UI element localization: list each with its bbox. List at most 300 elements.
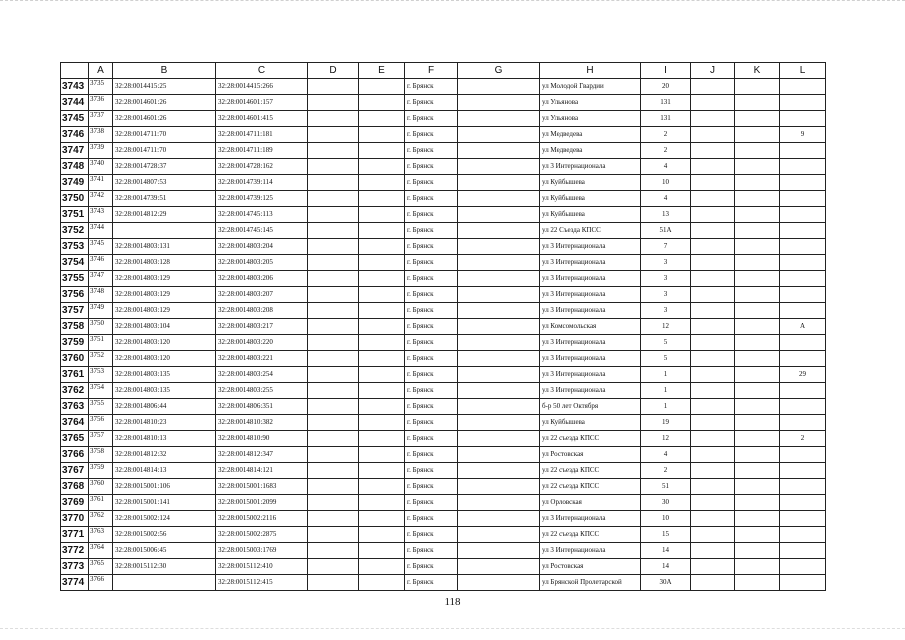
street-cell: ул 3 Интернационала (540, 511, 641, 527)
cadastral-number-c-cell: 32:28:0014803:221 (216, 351, 308, 367)
column-k-cell (735, 431, 780, 447)
table-row (61, 303, 826, 319)
column-e-cell (359, 431, 405, 447)
table-row (61, 335, 826, 351)
column-l-cell: 9 (780, 127, 826, 143)
column-g-cell (458, 351, 540, 367)
record-number-cell: 3750 (89, 319, 113, 335)
column-g-cell (458, 399, 540, 415)
column-g-cell (458, 255, 540, 271)
cadastral-number-c-cell: 32:28:0014803:205 (216, 255, 308, 271)
column-l-cell (780, 415, 826, 431)
column-e-cell (359, 303, 405, 319)
row-number: 3764 (61, 415, 89, 431)
column-l-cell (780, 399, 826, 415)
house-number-cell: 15 (641, 527, 691, 543)
row-number: 3770 (61, 511, 89, 527)
column-k-cell (735, 399, 780, 415)
city-cell: г. Брянск (405, 447, 458, 463)
row-number: 3752 (61, 223, 89, 239)
column-e-cell (359, 143, 405, 159)
column-k-cell (735, 207, 780, 223)
column-e-cell (359, 527, 405, 543)
column-g-cell (458, 447, 540, 463)
column-k-cell (735, 127, 780, 143)
row-number: 3746 (61, 127, 89, 143)
column-g-cell (458, 127, 540, 143)
row-number: 3744 (61, 95, 89, 111)
cadastral-number-b-cell: 32:28:0014803:129 (113, 287, 216, 303)
column-g-cell (458, 239, 540, 255)
house-number-cell: 131 (641, 111, 691, 127)
column-j-cell (691, 255, 735, 271)
column-g-cell (458, 143, 540, 159)
column-header-c: C (216, 63, 308, 79)
column-k-cell (735, 255, 780, 271)
table-row (61, 319, 826, 335)
table-row (61, 127, 826, 143)
column-d-cell (308, 159, 359, 175)
street-cell: ул Куйбышева (540, 191, 641, 207)
column-d-cell (308, 207, 359, 223)
record-number-cell: 3745 (89, 239, 113, 255)
table-row (61, 495, 826, 511)
column-k-cell (735, 319, 780, 335)
column-g-cell (458, 159, 540, 175)
row-number: 3747 (61, 143, 89, 159)
column-l-cell (780, 191, 826, 207)
street-cell: б-р 50 лет Октября (540, 399, 641, 415)
cadastral-number-c-cell: 32:28:0014745:145 (216, 223, 308, 239)
column-g-cell (458, 543, 540, 559)
column-j-cell (691, 527, 735, 543)
city-cell: г. Брянск (405, 303, 458, 319)
column-g-cell (458, 191, 540, 207)
column-k-cell (735, 479, 780, 495)
cadastral-number-c-cell: 32:28:0015001:1683 (216, 479, 308, 495)
record-number-cell: 3761 (89, 495, 113, 511)
column-d-cell (308, 463, 359, 479)
column-e-cell (359, 367, 405, 383)
record-number-cell: 3737 (89, 111, 113, 127)
city-cell: г. Брянск (405, 415, 458, 431)
cadastral-number-b-cell: 32:28:0014803:120 (113, 335, 216, 351)
column-l-cell (780, 335, 826, 351)
column-j-cell (691, 559, 735, 575)
house-number-cell: 1 (641, 383, 691, 399)
city-cell: г. Брянск (405, 319, 458, 335)
column-header-k: K (735, 63, 780, 79)
cadastral-number-c-cell: 32:28:0014803:206 (216, 271, 308, 287)
street-cell: ул 3 Интернационала (540, 255, 641, 271)
house-number-cell: 5 (641, 335, 691, 351)
column-k-cell (735, 271, 780, 287)
city-cell: г. Брянск (405, 479, 458, 495)
cadastral-number-b-cell (113, 575, 216, 591)
city-cell: г. Брянск (405, 367, 458, 383)
cadastral-number-c-cell: 32:28:0015112:410 (216, 559, 308, 575)
row-number: 3757 (61, 303, 89, 319)
column-l-cell: А (780, 319, 826, 335)
column-e-cell (359, 495, 405, 511)
street-cell: ул 22 Съезда КПСС (540, 223, 641, 239)
column-k-cell (735, 239, 780, 255)
cadastral-number-b-cell: 32:28:0015001:141 (113, 495, 216, 511)
cadastral-number-c-cell: 32:28:0014739:125 (216, 191, 308, 207)
column-k-cell (735, 383, 780, 399)
cadastral-number-b-cell: 32:28:0015112:30 (113, 559, 216, 575)
table-row (61, 271, 826, 287)
column-e-cell (359, 255, 405, 271)
column-d-cell (308, 271, 359, 287)
column-e-cell (359, 95, 405, 111)
record-number-cell: 3759 (89, 463, 113, 479)
column-d-cell (308, 287, 359, 303)
house-number-cell: 12 (641, 431, 691, 447)
record-number-cell: 3748 (89, 287, 113, 303)
row-number: 3749 (61, 175, 89, 191)
cadastral-number-c-cell: 32:28:0014803:217 (216, 319, 308, 335)
cadastral-number-c-cell: 32:28:0014728:162 (216, 159, 308, 175)
column-l-cell (780, 287, 826, 303)
column-e-cell (359, 223, 405, 239)
row-number: 3767 (61, 463, 89, 479)
column-header-row (61, 63, 826, 79)
cadastral-number-b-cell: 32:28:0014803:135 (113, 367, 216, 383)
column-g-cell (458, 415, 540, 431)
row-number: 3759 (61, 335, 89, 351)
column-e-cell (359, 127, 405, 143)
column-j-cell (691, 79, 735, 95)
record-number-cell: 3739 (89, 143, 113, 159)
street-cell: ул 3 Интернационала (540, 383, 641, 399)
street-cell: ул 3 Интернационала (540, 159, 641, 175)
scan-artifact-top (0, 0, 905, 11)
cadastral-number-b-cell: 32:28:0014803:104 (113, 319, 216, 335)
city-cell: г. Брянск (405, 271, 458, 287)
column-e-cell (359, 159, 405, 175)
column-d-cell (308, 319, 359, 335)
column-k-cell (735, 191, 780, 207)
cadastral-number-c-cell: 32:28:0014812:347 (216, 447, 308, 463)
column-j-cell (691, 239, 735, 255)
column-l-cell (780, 559, 826, 575)
cadastral-number-b-cell: 32:28:0015002:124 (113, 511, 216, 527)
column-j-cell (691, 335, 735, 351)
column-d-cell (308, 367, 359, 383)
record-number-cell: 3738 (89, 127, 113, 143)
row-number: 3758 (61, 319, 89, 335)
row-number: 3750 (61, 191, 89, 207)
cadastral-number-c-cell: 32:28:0015003:1769 (216, 543, 308, 559)
column-l-cell (780, 159, 826, 175)
column-g-cell (458, 431, 540, 447)
house-number-cell: 2 (641, 463, 691, 479)
column-header-d: D (308, 63, 359, 79)
city-cell: г. Брянск (405, 79, 458, 95)
column-j-cell (691, 271, 735, 287)
street-cell: ул Куйбышева (540, 207, 641, 223)
row-number: 3754 (61, 255, 89, 271)
column-j-cell (691, 415, 735, 431)
column-d-cell (308, 111, 359, 127)
cadastral-number-b-cell: 32:28:0014711:70 (113, 143, 216, 159)
column-header-e: E (359, 63, 405, 79)
street-cell: ул 3 Интернационала (540, 335, 641, 351)
column-l-cell (780, 207, 826, 223)
cadastral-number-c-cell: 32:28:0015001:2099 (216, 495, 308, 511)
column-j-cell (691, 303, 735, 319)
record-number-cell: 3757 (89, 431, 113, 447)
column-d-cell (308, 79, 359, 95)
city-cell: г. Брянск (405, 143, 458, 159)
table-row (61, 575, 826, 591)
cadastral-number-b-cell: 32:28:0014812:32 (113, 447, 216, 463)
column-l-cell (780, 463, 826, 479)
table-row (61, 463, 826, 479)
record-number-cell: 3742 (89, 191, 113, 207)
column-k-cell (735, 143, 780, 159)
row-number: 3756 (61, 287, 89, 303)
table-row (61, 191, 826, 207)
column-d-cell (308, 239, 359, 255)
street-cell: ул Молодой Гвардии (540, 79, 641, 95)
cadastral-number-b-cell: 32:28:0015006:45 (113, 543, 216, 559)
street-cell: ул Орловская (540, 495, 641, 511)
cadastral-number-c-cell: 32:28:0014814:121 (216, 463, 308, 479)
column-e-cell (359, 399, 405, 415)
column-g-cell (458, 287, 540, 303)
column-k-cell (735, 527, 780, 543)
street-cell: ул 22 съезда КПСС (540, 479, 641, 495)
column-e-cell (359, 559, 405, 575)
page-number: 118 (444, 596, 461, 608)
house-number-cell: 3 (641, 287, 691, 303)
record-number-cell: 3749 (89, 303, 113, 319)
column-k-cell (735, 575, 780, 591)
column-g-cell (458, 111, 540, 127)
cadastral-number-b-cell (113, 223, 216, 239)
column-j-cell (691, 159, 735, 175)
city-cell: г. Брянск (405, 527, 458, 543)
street-cell: ул Куйбышева (540, 175, 641, 191)
city-cell: г. Брянск (405, 175, 458, 191)
row-number: 3753 (61, 239, 89, 255)
column-k-cell (735, 335, 780, 351)
column-k-cell (735, 159, 780, 175)
column-header-f: F (405, 63, 458, 79)
house-number-cell: 30А (641, 575, 691, 591)
row-number: 3751 (61, 207, 89, 223)
column-k-cell (735, 543, 780, 559)
street-cell: ул Медведева (540, 127, 641, 143)
column-k-cell (735, 287, 780, 303)
column-l-cell (780, 447, 826, 463)
column-header-b: B (113, 63, 216, 79)
table-row (61, 479, 826, 495)
cadastral-number-b-cell: 32:28:0014810:23 (113, 415, 216, 431)
row-number: 3761 (61, 367, 89, 383)
column-j-cell (691, 143, 735, 159)
column-d-cell (308, 351, 359, 367)
city-cell: г. Брянск (405, 399, 458, 415)
record-number-cell: 3741 (89, 175, 113, 191)
column-k-cell (735, 447, 780, 463)
row-number: 3769 (61, 495, 89, 511)
cadastral-number-c-cell: 32:28:0014803:208 (216, 303, 308, 319)
column-l-cell (780, 511, 826, 527)
house-number-cell: 10 (641, 511, 691, 527)
column-d-cell (308, 95, 359, 111)
city-cell: г. Брянск (405, 127, 458, 143)
city-cell: г. Брянск (405, 575, 458, 591)
table-row (61, 527, 826, 543)
record-number-cell: 3744 (89, 223, 113, 239)
column-l-cell (780, 255, 826, 271)
column-e-cell (359, 287, 405, 303)
column-g-cell (458, 175, 540, 191)
corner-cell (61, 63, 89, 79)
column-e-cell (359, 191, 405, 207)
column-g-cell (458, 511, 540, 527)
column-d-cell (308, 143, 359, 159)
column-d-cell (308, 511, 359, 527)
column-d-cell (308, 447, 359, 463)
column-g-cell (458, 575, 540, 591)
city-cell: г. Брянск (405, 111, 458, 127)
cadastral-number-c-cell: 32:28:0014803:255 (216, 383, 308, 399)
street-cell: ул Комсомольская (540, 319, 641, 335)
column-e-cell (359, 351, 405, 367)
column-d-cell (308, 255, 359, 271)
cadastral-number-b-cell: 32:28:0014803:128 (113, 255, 216, 271)
row-number: 3772 (61, 543, 89, 559)
house-number-cell: 51 (641, 479, 691, 495)
column-e-cell (359, 207, 405, 223)
cadastral-number-c-cell: 32:28:0015112:415 (216, 575, 308, 591)
row-number: 3755 (61, 271, 89, 287)
column-k-cell (735, 303, 780, 319)
cadastral-number-b-cell: 32:28:0014814:13 (113, 463, 216, 479)
table-row (61, 351, 826, 367)
house-number-cell: 4 (641, 447, 691, 463)
column-d-cell (308, 559, 359, 575)
city-cell: г. Брянск (405, 495, 458, 511)
table-row (61, 367, 826, 383)
city-cell: г. Брянск (405, 223, 458, 239)
house-number-cell: 19 (641, 415, 691, 431)
column-l-cell (780, 239, 826, 255)
column-j-cell (691, 207, 735, 223)
column-j-cell (691, 287, 735, 303)
row-number: 3774 (61, 575, 89, 591)
record-number-cell: 3755 (89, 399, 113, 415)
table-row (61, 287, 826, 303)
row-number: 3771 (61, 527, 89, 543)
column-d-cell (308, 575, 359, 591)
house-number-cell: 131 (641, 95, 691, 111)
house-number-cell: 4 (641, 191, 691, 207)
column-e-cell (359, 111, 405, 127)
house-number-cell: 3 (641, 303, 691, 319)
column-g-cell (458, 271, 540, 287)
spreadsheet-table (60, 62, 826, 591)
house-number-cell: 14 (641, 559, 691, 575)
column-e-cell (359, 543, 405, 559)
column-j-cell (691, 191, 735, 207)
column-g-cell (458, 95, 540, 111)
city-cell: г. Брянск (405, 239, 458, 255)
column-k-cell (735, 351, 780, 367)
street-cell: ул 22 съезда КПСС (540, 527, 641, 543)
column-l-cell (780, 223, 826, 239)
cadastral-number-c-cell: 32:28:0015002:2875 (216, 527, 308, 543)
street-cell: ул 3 Интернационала (540, 367, 641, 383)
city-cell: г. Брянск (405, 255, 458, 271)
cadastral-number-b-cell: 32:28:0014803:135 (113, 383, 216, 399)
record-number-cell: 3735 (89, 79, 113, 95)
column-l-cell: 2 (780, 431, 826, 447)
cadastral-number-c-cell: 32:28:0014415:266 (216, 79, 308, 95)
column-e-cell (359, 463, 405, 479)
cadastral-number-b-cell: 32:28:0014415:25 (113, 79, 216, 95)
table-row (61, 511, 826, 527)
column-e-cell (359, 479, 405, 495)
cadastral-number-b-cell: 32:28:0014803:129 (113, 303, 216, 319)
column-header-i: I (641, 63, 691, 79)
city-cell: г. Брянск (405, 543, 458, 559)
record-number-cell: 3746 (89, 255, 113, 271)
cadastral-number-b-cell: 32:28:0014728:37 (113, 159, 216, 175)
column-g-cell (458, 463, 540, 479)
column-k-cell (735, 111, 780, 127)
column-header-g: G (458, 63, 540, 79)
cadastral-number-c-cell: 32:28:0014711:189 (216, 143, 308, 159)
row-number: 3743 (61, 79, 89, 95)
column-d-cell (308, 191, 359, 207)
cadastral-number-b-cell: 32:28:0014812:29 (113, 207, 216, 223)
table-row (61, 399, 826, 415)
column-g-cell (458, 303, 540, 319)
record-number-cell: 3752 (89, 351, 113, 367)
cadastral-number-c-cell: 32:28:0014739:114 (216, 175, 308, 191)
column-e-cell (359, 319, 405, 335)
street-cell: ул 22 съезда КПСС (540, 431, 641, 447)
column-j-cell (691, 367, 735, 383)
table-row (61, 383, 826, 399)
street-cell: ул 3 Интернационала (540, 351, 641, 367)
column-k-cell (735, 223, 780, 239)
column-l-cell (780, 303, 826, 319)
row-number: 3762 (61, 383, 89, 399)
column-d-cell (308, 543, 359, 559)
house-number-cell: 2 (641, 143, 691, 159)
cadastral-number-b-cell: 32:28:0014739:51 (113, 191, 216, 207)
row-number: 3745 (61, 111, 89, 127)
table-row (61, 239, 826, 255)
house-number-cell: 14 (641, 543, 691, 559)
house-number-cell: 2 (641, 127, 691, 143)
street-cell: ул Ростовская (540, 447, 641, 463)
record-number-cell: 3762 (89, 511, 113, 527)
column-j-cell (691, 495, 735, 511)
column-j-cell (691, 543, 735, 559)
house-number-cell: 1 (641, 367, 691, 383)
record-number-cell: 3766 (89, 575, 113, 591)
column-k-cell (735, 175, 780, 191)
city-cell: г. Брянск (405, 191, 458, 207)
column-d-cell (308, 223, 359, 239)
